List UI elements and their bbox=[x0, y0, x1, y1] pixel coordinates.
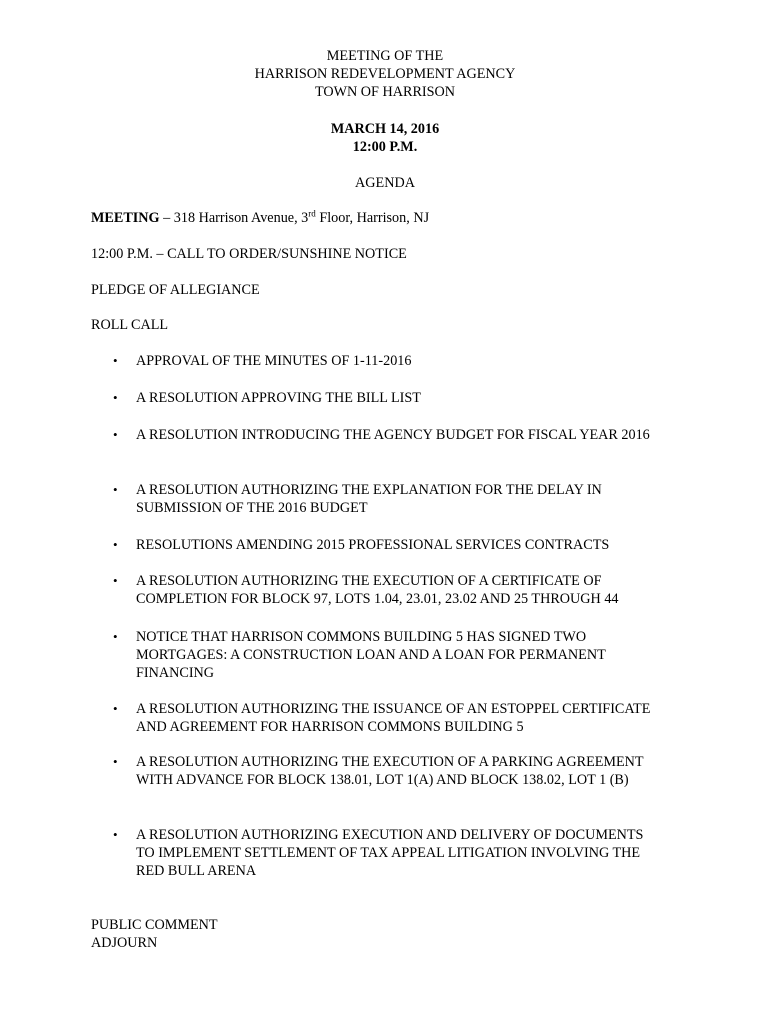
header-line-1: MEETING OF THE bbox=[326, 48, 444, 64]
meeting-date: MARCH 14, 2016 bbox=[330, 121, 440, 137]
adjourn: ADJOURN bbox=[91, 935, 158, 951]
agenda-item: A RESOLUTION AUTHORIZING THE ISSUANCE OF AN ESTOPPEL CERTIFICATE AND AGREEMENT FOR HARRISON COMMONS BUILDING 5 bbox=[136, 701, 651, 735]
location-prefix: – 318 Harrison Avenue, 3 bbox=[159, 210, 309, 226]
bullet-icon: • bbox=[113, 827, 118, 842]
bullet-icon: • bbox=[113, 390, 118, 405]
location-ordinal: rd bbox=[308, 208, 316, 219]
agenda-item: APPROVAL OF THE MINUTES OF 1-11-2016 bbox=[136, 353, 412, 369]
agenda-item: A RESOLUTION AUTHORIZING THE EXECUTION OF A CERTIFICATE OF COMPLETION FOR BLOCK 97, LOTS 1.04, 23.01, 23.02 AND 25 THROUGH 44 bbox=[136, 573, 619, 607]
bullet-icon: • bbox=[113, 427, 118, 442]
call-to-order: 12:00 P.M. – CALL TO ORDER/SUNSHINE NOTICE bbox=[91, 246, 407, 262]
public-comment: PUBLIC COMMENT bbox=[91, 917, 218, 933]
bullet-icon: • bbox=[113, 537, 118, 552]
meeting-location bbox=[91, 209, 429, 227]
bullet-icon: • bbox=[113, 701, 118, 716]
agenda-item: A RESOLUTION AUTHORIZING THE EXPLANATION FOR THE DELAY IN SUBMISSION OF THE 2016 BUDGET bbox=[136, 482, 602, 516]
pledge-of-allegiance: PLEDGE OF ALLEGIANCE bbox=[91, 282, 260, 298]
meeting-time: 12:00 P.M. bbox=[352, 139, 418, 155]
meeting-label: MEETING bbox=[91, 210, 160, 226]
bullet-icon: • bbox=[113, 573, 118, 588]
header-town: TOWN OF HARRISON bbox=[314, 84, 456, 100]
agenda-item: A RESOLUTION APPROVING THE BILL LIST bbox=[136, 390, 421, 406]
agenda-item: A RESOLUTION AUTHORIZING EXECUTION AND DELIVERY OF DOCUMENTS TO IMPLEMENT SETTLEMENT OF TAX APPEAL LITIGATION INVOLVING THE RED BULL ARENA bbox=[136, 827, 644, 879]
agenda-item: A RESOLUTION AUTHORIZING THE EXECUTION OF A PARKING AGREEMENT WITH ADVANCE FOR BLOCK 138.01, LOT 1(A) AND BLOCK 138.02, LOT 1 (B) bbox=[136, 754, 644, 788]
agenda-item: NOTICE THAT HARRISON COMMONS BUILDING 5 HAS SIGNED TWO MORTGAGES: A CONSTRUCTION LOAN AND A LOAN FOR PERMANENT FINANCING bbox=[136, 629, 606, 681]
roll-call: ROLL CALL bbox=[91, 317, 169, 333]
header-agency-name: HARRISON REDEVELOPMENT AGENCY bbox=[254, 66, 516, 82]
location-suffix: Floor, Harrison, NJ bbox=[315, 210, 430, 226]
agenda-title: AGENDA bbox=[355, 175, 415, 191]
bullet-icon: • bbox=[113, 482, 118, 497]
bullet-icon: • bbox=[113, 353, 118, 368]
bullet-icon: • bbox=[113, 754, 118, 769]
bullet-icon: • bbox=[113, 629, 118, 644]
agenda-item: RESOLUTIONS AMENDING 2015 PROFESSIONAL SERVICES CONTRACTS bbox=[136, 537, 610, 553]
agenda-item: A RESOLUTION INTRODUCING THE AGENCY BUDGET FOR FISCAL YEAR 2016 bbox=[136, 427, 650, 443]
